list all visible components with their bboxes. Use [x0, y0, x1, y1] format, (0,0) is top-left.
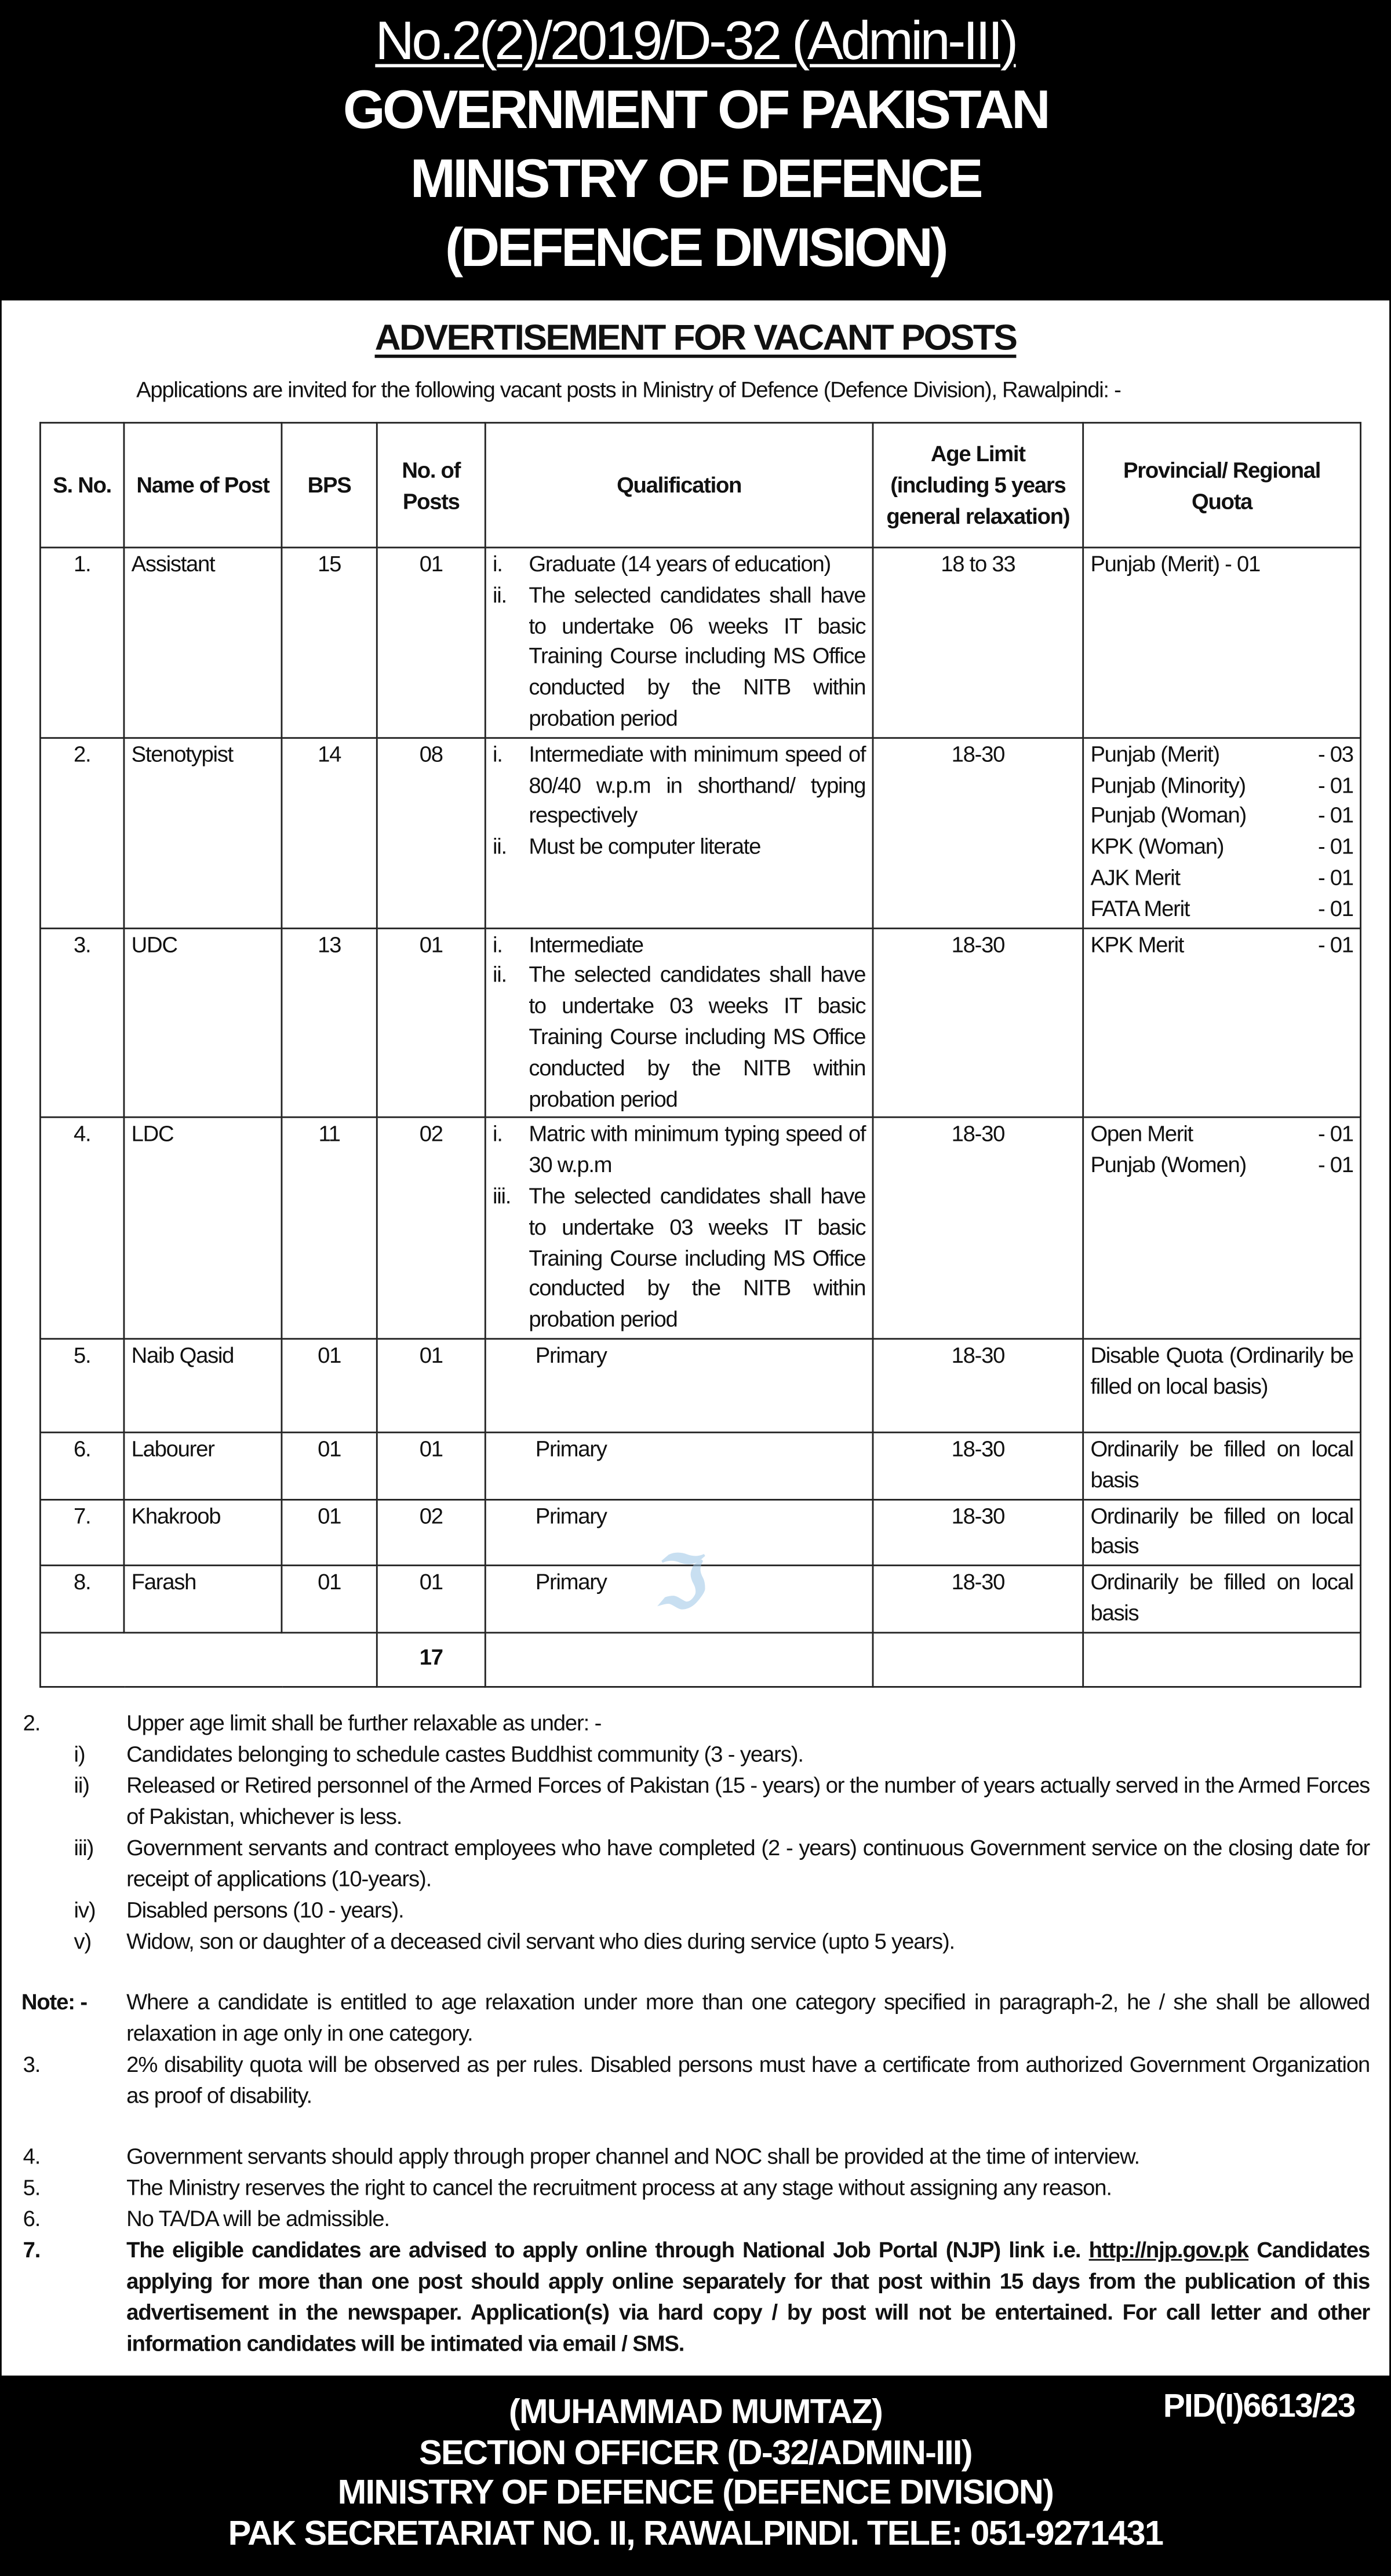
qualification-item-text: The selected candidates shall have to undertake 03 weeks IT basic Training Course including MS Office conducted by the NITB within probation period — [529, 962, 866, 1111]
quota — [1083, 738, 1361, 928]
qualification-item — [493, 581, 865, 735]
age-relaxation-item — [2, 1739, 1389, 1770]
paragraph-text: Government servants should apply through proper channel and NOC shall be provided at the time of interview. — [126, 2144, 1139, 2169]
qualification-item-text: The selected candidates shall have to undertake 03 weeks IT basic Training Course including MS Office conducted by the NITB within probation period — [529, 1183, 866, 1332]
paragraph-text: No TA/DA will be admissible. — [126, 2206, 389, 2231]
note-text: Where a candidate is entitled to age relaxation under more than one category specified in paragraph-2, he / she shall be allowed relaxation in age only in one category. — [126, 1990, 1370, 2046]
quota — [1083, 1118, 1361, 1338]
quota — [1083, 928, 1361, 1118]
qualification-item-text: Must be computer literate — [529, 834, 761, 859]
qualification-item-text: Intermediate — [529, 932, 643, 957]
bps-grade: 15 — [282, 548, 377, 738]
qualification-item — [493, 930, 865, 961]
qualification-item-number: i. — [493, 1122, 502, 1147]
quota-item — [1090, 833, 1353, 863]
pid-number: PID(I)6613/23 — [1163, 2388, 1355, 2425]
age-limit: 18 to 33 — [873, 548, 1083, 738]
paragraph-3 — [2, 2049, 1389, 2111]
bps-grade: 14 — [282, 738, 377, 928]
signatory-name: (MUHAMMAD MUMTAZ) — [508, 2393, 883, 2432]
qualification-item-text: Intermediate with minimum speed of 80/40 w.p.m in shorthand/ typing respectively — [529, 742, 866, 829]
paragraph-number: 6. — [23, 2206, 41, 2231]
total-label-cell — [40, 1632, 377, 1687]
age-limit: 18-30 — [873, 1118, 1083, 1338]
watermark-logo: ℑ — [657, 1541, 708, 1626]
serial-number: 6. — [40, 1432, 124, 1499]
paragraph-7-text-a: The eligible candidates are advised to apply online through National Job Portal (NJP) link i.e. — [126, 2238, 1089, 2263]
qualification-item — [493, 1182, 865, 1336]
item-number: iii) — [74, 1835, 94, 1860]
qualification-item-text: Graduate (14 years of education) — [529, 552, 831, 577]
table-row — [40, 1118, 1360, 1338]
header-posts: No. of Posts — [377, 423, 485, 548]
serial-number: 2. — [40, 738, 124, 928]
signatory-address: PAK SECRETARIAT NO. II, RAWALPINDI. TELE: 051-9271431 — [228, 2514, 1163, 2552]
page-title-text: ADVERTISEMENT FOR VACANT POSTS — [374, 316, 1017, 358]
item-text: Candidates belonging to schedule castes Buddhist community (3 - years). — [126, 1742, 803, 1767]
post-name: Khakroob — [124, 1499, 282, 1566]
quota-item — [1090, 1151, 1353, 1182]
number-of-posts: 01 — [377, 548, 485, 738]
qualification-item-number: ii. — [493, 962, 507, 987]
bps-grade: 01 — [282, 1432, 377, 1499]
post-name: Naib Qasid — [124, 1338, 282, 1432]
qualification-item-number: i. — [493, 742, 502, 767]
quota: Ordinarily be filled on local basis — [1083, 1432, 1361, 1499]
note-label: Note: - — [21, 1990, 88, 2015]
intro-text: Applications are invited for the following vacant posts in Ministry of Defence (Defence Division), Rawalpindi: - — [136, 377, 1121, 403]
table-header-row — [40, 423, 1360, 548]
quota-item — [1090, 740, 1353, 771]
quota-category: KPK Merit — [1090, 932, 1184, 957]
quota-item — [1090, 1120, 1353, 1151]
signatory-designation: SECTION OFFICER (D-32/ADMIN-III) — [419, 2433, 972, 2472]
quota-category: Punjab (Merit) - 01 — [1090, 552, 1261, 577]
qualification-item-text: Matric with minimum typing speed of 30 w.p.m — [529, 1122, 866, 1178]
qualification-item — [493, 1120, 865, 1182]
header-bps: BPS — [282, 423, 377, 548]
header-qualification: Qualification — [485, 423, 873, 548]
quota-count: - 01 — [1317, 932, 1353, 957]
quota-item — [1090, 771, 1353, 802]
header-banner — [0, 0, 1391, 301]
number-of-posts: 01 — [377, 1432, 485, 1499]
age-relaxation-item — [2, 1832, 1389, 1895]
post-name: LDC — [124, 1118, 282, 1338]
empty-cell — [485, 1632, 873, 1687]
quota — [1083, 548, 1361, 738]
paragraph-4 — [2, 2141, 1389, 2172]
table-total-row — [40, 1632, 1360, 1687]
number-of-posts: 08 — [377, 738, 485, 928]
number-of-posts: 02 — [377, 1499, 485, 1566]
number-of-posts: 01 — [377, 1338, 485, 1432]
post-name: UDC — [124, 928, 282, 1118]
table-row — [40, 928, 1360, 1118]
quota: Ordinarily be filled on local basis — [1083, 1566, 1361, 1632]
paragraph-number: 4. — [23, 2144, 41, 2169]
qualification-item-number: ii. — [493, 582, 507, 607]
quota-item — [1090, 895, 1353, 925]
age-limit: 18-30 — [873, 738, 1083, 928]
quota-category: KPK (Woman) — [1090, 834, 1224, 859]
paragraph-text: The Ministry reserves the right to cancel the recruitment process at any stage without assigning any reason. — [126, 2175, 1112, 2200]
quota-count: - 03 — [1317, 742, 1353, 767]
item-text: Released or Retired personnel of the Armed Forces of Pakistan (15 - years) or the number of years actually served in the Armed Forces of Pakistan, whichever is less. — [126, 1773, 1370, 1829]
serial-number: 7. — [40, 1499, 124, 1566]
quota-item — [1090, 802, 1353, 833]
qualification-item — [493, 961, 865, 1115]
paragraph-text: Upper age limit shall be further relaxable as under: - — [126, 1710, 602, 1736]
quota-item — [1090, 550, 1353, 581]
qualification — [485, 738, 873, 928]
qualification-item-number: i. — [493, 932, 502, 957]
quota-category: Punjab (Minority) — [1090, 772, 1246, 797]
item-text: Government servants and contract employees who have completed (2 - years) continuous Government service on the closing date for receipt of applications (10-years). — [126, 1835, 1370, 1892]
age-limit: 18-30 — [873, 1432, 1083, 1499]
terms-section — [2, 1707, 1389, 2359]
bps-grade: 01 — [282, 1338, 377, 1432]
quota-category: Punjab (Merit) — [1090, 742, 1219, 767]
quota-count: - 01 — [1317, 834, 1353, 859]
paragraph-5 — [2, 2172, 1389, 2203]
paragraph-number: 7. — [23, 2238, 41, 2263]
age-limit: 18-30 — [873, 928, 1083, 1118]
post-name: Labourer — [124, 1432, 282, 1499]
quota-count: - 01 — [1317, 772, 1353, 797]
quota-count: - 01 — [1317, 803, 1353, 829]
bps-grade: 01 — [282, 1566, 377, 1632]
serial-number: 3. — [40, 928, 124, 1118]
quota-count: - 01 — [1317, 1122, 1353, 1147]
age-relaxation-item — [2, 1770, 1389, 1833]
division-title: (DEFENCE DIVISION) — [445, 217, 946, 278]
item-number: ii) — [74, 1773, 89, 1798]
age-relaxation-list — [2, 1739, 1389, 1957]
qualification: Primary — [485, 1338, 873, 1432]
table-row — [40, 738, 1360, 928]
bps-grade: 13 — [282, 928, 377, 1118]
item-text: Disabled persons (10 - years). — [126, 1898, 404, 1923]
post-name: Assistant — [124, 548, 282, 738]
paragraph-7 — [2, 2234, 1389, 2359]
qualification-item-number: ii. — [493, 834, 507, 859]
serial-number: 5. — [40, 1338, 124, 1432]
header-quota: Provincial/ Regional Quota — [1083, 423, 1361, 548]
number-of-posts: 01 — [377, 928, 485, 1118]
qualification-item-text: The selected candidates shall have to undertake 06 weeks IT basic Training Course including MS Office conducted by the NITB within probation period — [529, 582, 866, 731]
quota-category: AJK Merit — [1090, 865, 1180, 890]
qualification: Primary — [485, 1499, 873, 1566]
vacancy-table — [39, 422, 1361, 1687]
government-title: GOVERNMENT OF PAKISTAN — [343, 79, 1048, 140]
quota-category: Punjab (Women) — [1090, 1152, 1246, 1178]
paragraph-number: 2. — [23, 1710, 41, 1736]
empty-cell — [873, 1632, 1083, 1687]
quota-count: - 01 — [1317, 1152, 1353, 1178]
reference-number: No.2(2)/2019/D-32 (Admin-III) — [375, 10, 1016, 71]
advertisement-body — [2, 301, 1389, 2376]
serial-number: 8. — [40, 1566, 124, 1632]
quota: Disable Quota (Ordinarily be filled on local basis) — [1083, 1338, 1361, 1432]
page-title — [2, 317, 1389, 360]
serial-number: 1. — [40, 548, 124, 738]
qualification-item — [493, 550, 865, 581]
quota: Ordinarily be filled on local basis — [1083, 1499, 1361, 1566]
post-name: Farash — [124, 1566, 282, 1632]
age-limit: 18-30 — [873, 1338, 1083, 1432]
table-row — [40, 1432, 1360, 1499]
paragraph-2 — [2, 1707, 1389, 1739]
item-number: v) — [74, 1929, 92, 1954]
quota-category: FATA Merit — [1090, 896, 1190, 921]
age-limit: 18-30 — [873, 1499, 1083, 1566]
paragraph-number: 3. — [23, 2052, 41, 2077]
qualification — [485, 1118, 873, 1338]
qualification: Primary — [485, 1566, 873, 1632]
age-relaxation-item — [2, 1926, 1389, 1957]
qualification-item — [493, 740, 865, 833]
bps-grade: 01 — [282, 1499, 377, 1566]
header-age-limit-text: Age Limit (including 5 years general relaxation) — [886, 442, 1070, 529]
njp-portal-link[interactable]: http://njp.gov.pk — [1088, 2238, 1249, 2263]
footer-banner — [0, 2376, 1391, 2576]
empty-cell — [1083, 1632, 1361, 1687]
qualification-item — [493, 833, 865, 863]
table-body — [40, 548, 1360, 1687]
paragraph-number: 5. — [23, 2175, 41, 2200]
age-relaxation-item — [2, 1895, 1389, 1926]
quota-category: Punjab (Woman) — [1090, 803, 1246, 829]
item-number: i) — [74, 1742, 85, 1767]
post-name: Stenotypist — [124, 738, 282, 928]
quota-item — [1090, 930, 1353, 961]
signatory-office: MINISTRY OF DEFENCE (DEFENCE DIVISION) — [337, 2474, 1054, 2512]
age-limit: 18-30 — [873, 1566, 1083, 1632]
paragraph-7-text-b: Candidates applying for more than one post should apply online separately for that post within 15 days from the publication of this advertisement in the newspaper. Application(s) via hard copy / by post will not be entertained. For call letter and other information candidates will be intimated via email / SMS. — [126, 2238, 1370, 2356]
qualification: Primary — [485, 1432, 873, 1499]
table-row — [40, 548, 1360, 738]
header-post-name: Name of Post — [124, 423, 282, 548]
qualification-item-number: iii. — [493, 1183, 511, 1209]
table-row — [40, 1338, 1360, 1432]
number-of-posts: 02 — [377, 1118, 485, 1338]
paragraph-text — [126, 2234, 1370, 2359]
number-of-posts: 01 — [377, 1566, 485, 1632]
item-text: Widow, son or daughter of a deceased civil servant who dies during service (upto 5 years). — [126, 1929, 955, 1954]
qualification — [485, 548, 873, 738]
quota-count: - 01 — [1317, 896, 1353, 921]
qualification — [485, 928, 873, 1118]
quota-category: Open Merit — [1090, 1122, 1193, 1147]
qualification-item-number: i. — [493, 552, 502, 577]
ministry-title: MINISTRY OF DEFENCE — [410, 148, 981, 209]
paragraph-6 — [2, 2203, 1389, 2235]
item-number: iv) — [74, 1898, 96, 1923]
quota-count: - 01 — [1317, 865, 1353, 890]
header-sno: S. No. — [40, 423, 124, 548]
quota-item — [1090, 863, 1353, 894]
paragraph-text: 2% disability quota will be observed as per rules. Disabled persons must have a certificate from authorized Government Organization as proof of disability. — [126, 2052, 1370, 2108]
header-age-limit — [873, 423, 1083, 548]
total-posts: 17 — [377, 1632, 485, 1687]
serial-number: 4. — [40, 1118, 124, 1338]
note-paragraph — [2, 1987, 1389, 2049]
bps-grade: 11 — [282, 1118, 377, 1338]
